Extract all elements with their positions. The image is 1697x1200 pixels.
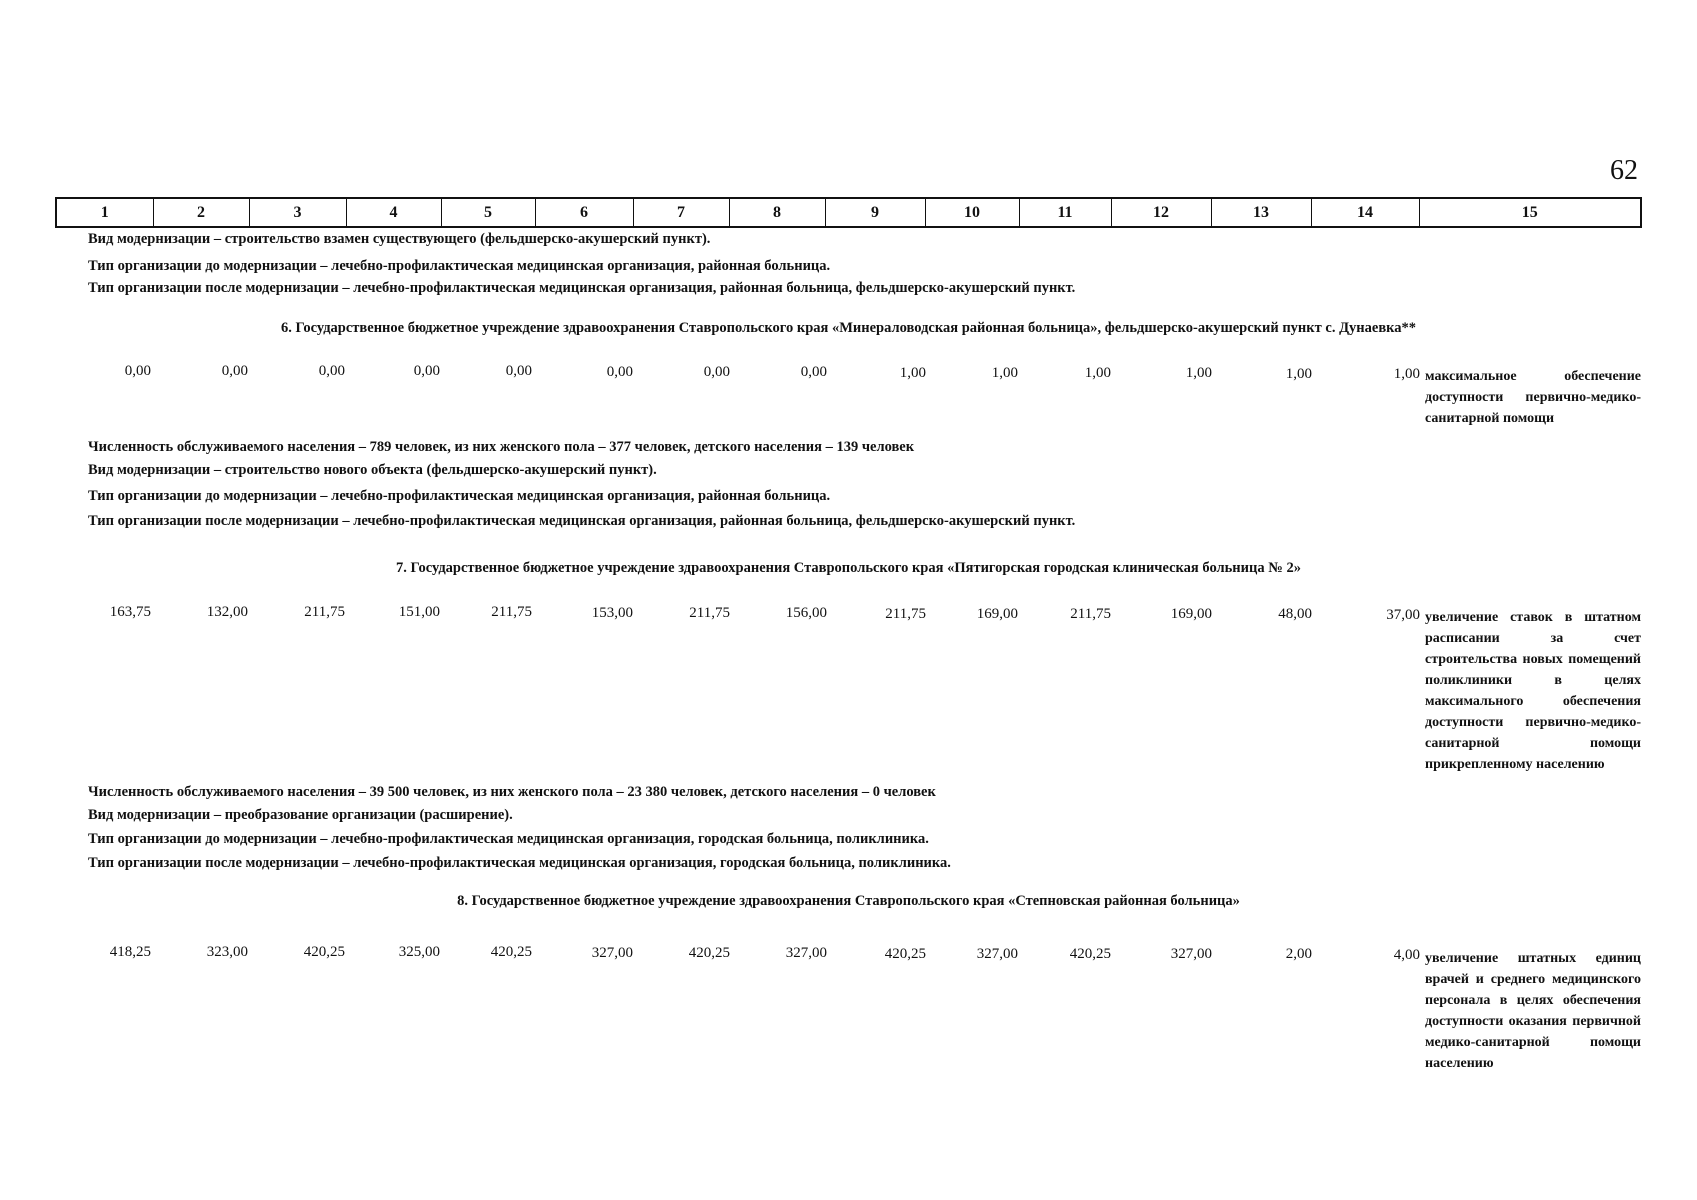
s8-value-12: 327,00: [1170, 946, 1212, 962]
s6-value-13: 1,00: [1285, 366, 1312, 382]
header-col-11: 11: [1019, 198, 1111, 227]
s8-value-10: 327,00: [976, 946, 1018, 962]
s6-value-3: 0,00: [318, 363, 345, 379]
header-col-12: 12: [1111, 198, 1211, 227]
s8-value-11: 420,25: [1069, 946, 1111, 962]
header-col-4: 4: [346, 198, 441, 227]
s7-value-14: 37,00: [1386, 607, 1420, 623]
section-6-org-after: Тип организации после модернизации – лечебно-профилактическая медицинская организация, районная больница, фельдшерско-акушерский пункт.: [88, 513, 1076, 529]
s6-value-2: 0,00: [221, 363, 248, 379]
s6-value-9: 1,00: [899, 365, 926, 381]
section-6-modernization-type: Вид модернизации – строительство нового объекта (фельдшерско-акушерский пункт).: [88, 462, 657, 478]
section-6-population: Численность обслуживаемого населения – 789 человек, из них женского пола – 377 человек, детского населения – 139 человек: [88, 439, 915, 455]
s7-value-13: 48,00: [1278, 606, 1312, 622]
block5-modernization-type: Вид модернизации – строительство взамен существующего (фельдшерско-акушерский пункт).: [88, 231, 711, 247]
s6-value-6: 0,00: [606, 364, 633, 380]
header-col-13: 13: [1211, 198, 1311, 227]
page-number: 62: [1610, 155, 1638, 186]
s6-value-14: 1,00: [1393, 366, 1420, 382]
section-6-title: 6. Государственное бюджетное учреждение здравоохранения Ставропольского края «Минераловодская районная больница», фельдшерско-акушерский пункт с. Дунаевка**: [280, 320, 1417, 336]
header-col-5: 5: [441, 198, 535, 227]
s8-value-9: 420,25: [884, 946, 926, 962]
section-6-org-before: Тип организации до модернизации – лечебно-профилактическая медицинская организация, районная больница.: [88, 488, 831, 504]
section-7-modernization-type: Вид модернизации – преобразование организации (расширение).: [88, 807, 513, 823]
s6-value-4: 0,00: [413, 363, 440, 379]
section-7-org-before: Тип организации до модернизации – лечебно-профилактическая медицинская организация, городская больница, поликлиника.: [88, 831, 929, 847]
s8-value-14: 4,00: [1393, 947, 1420, 963]
s7-value-5: 211,75: [491, 604, 532, 620]
s8-value-3: 420,25: [303, 944, 345, 960]
section-7-org-after: Тип организации после модернизации – лечебно-профилактическая медицинская организация, городская больница, поликлиника.: [88, 855, 951, 871]
header-col-2: 2: [153, 198, 249, 227]
block5-org-before: Тип организации до модернизации – лечебно-профилактическая медицинская организация, районная больница.: [88, 258, 831, 274]
header-col-1: 1: [56, 198, 153, 227]
s6-value-12: 1,00: [1185, 365, 1212, 381]
s7-value-10: 169,00: [976, 606, 1018, 622]
s6-value-5: 0,00: [505, 363, 532, 379]
s6-value-7: 0,00: [703, 364, 730, 380]
s7-value-7: 211,75: [689, 605, 730, 621]
header-col-8: 8: [729, 198, 825, 227]
section-7-title: 7. Государственное бюджетное учреждение здравоохранения Ставропольского края «Пятигорская городская клиническая больница № 2»: [396, 560, 1301, 576]
s8-value-8: 327,00: [785, 945, 827, 961]
s8-value-7: 420,25: [688, 945, 730, 961]
block5-org-after: Тип организации после модернизации – лечебно-профилактическая медицинская организация, районная больница, фельдшерско-акушерский пункт.: [88, 280, 1076, 296]
s8-value-13: 2,00: [1285, 946, 1312, 962]
s8-value-1: 418,25: [109, 944, 151, 960]
header-col-9: 9: [825, 198, 925, 227]
s8-value-6: 327,00: [591, 945, 633, 961]
header-col-3: 3: [249, 198, 346, 227]
s7-value-3: 211,75: [304, 604, 345, 620]
s8-value-2: 323,00: [206, 944, 248, 960]
s7-value-8: 156,00: [785, 605, 827, 621]
section-6-note: максимальное обеспечение доступности первично-медико-санитарной помощи: [1425, 369, 1641, 426]
header-col-14: 14: [1311, 198, 1419, 227]
s7-value-12: 169,00: [1170, 606, 1212, 622]
s7-value-2: 132,00: [206, 604, 248, 620]
section-8-note: увеличение штатных единиц врачей и среднего медицинского персонала в целях обеспечения доступности оказания первичной медико-санитарной помощи населению: [1425, 951, 1641, 1071]
s7-value-6: 153,00: [591, 605, 633, 621]
s6-value-10: 1,00: [991, 365, 1018, 381]
section-7-note: увеличение ставок в штатном расписании за счет строительства новых помещений поликлиники в целях максимального обеспечения доступности первично-медико-санитарной помощи прикрепленному населению: [1425, 610, 1641, 772]
s8-value-5: 420,25: [490, 944, 532, 960]
s7-value-9: 211,75: [885, 606, 926, 622]
s6-value-8: 0,00: [800, 364, 827, 380]
s6-value-11: 1,00: [1084, 365, 1111, 381]
header-col-10: 10: [925, 198, 1019, 227]
section-8-title: 8. Государственное бюджетное учреждение здравоохранения Ставропольского края «Степновская районная больница»: [457, 893, 1240, 909]
s8-value-4: 325,00: [398, 944, 440, 960]
column-number-header: [55, 197, 1642, 228]
s7-value-11: 211,75: [1070, 606, 1111, 622]
header-col-6: 6: [535, 198, 633, 227]
header-col-7: 7: [633, 198, 729, 227]
s7-value-1: 163,75: [109, 604, 151, 620]
section-7-population: Численность обслуживаемого населения – 39 500 человек, из них женского пола – 23 380 человек, детского населения – 0 человек: [88, 784, 936, 800]
s6-value-1: 0,00: [124, 363, 151, 379]
s7-value-4: 151,00: [398, 604, 440, 620]
header-col-15: 15: [1419, 198, 1641, 227]
